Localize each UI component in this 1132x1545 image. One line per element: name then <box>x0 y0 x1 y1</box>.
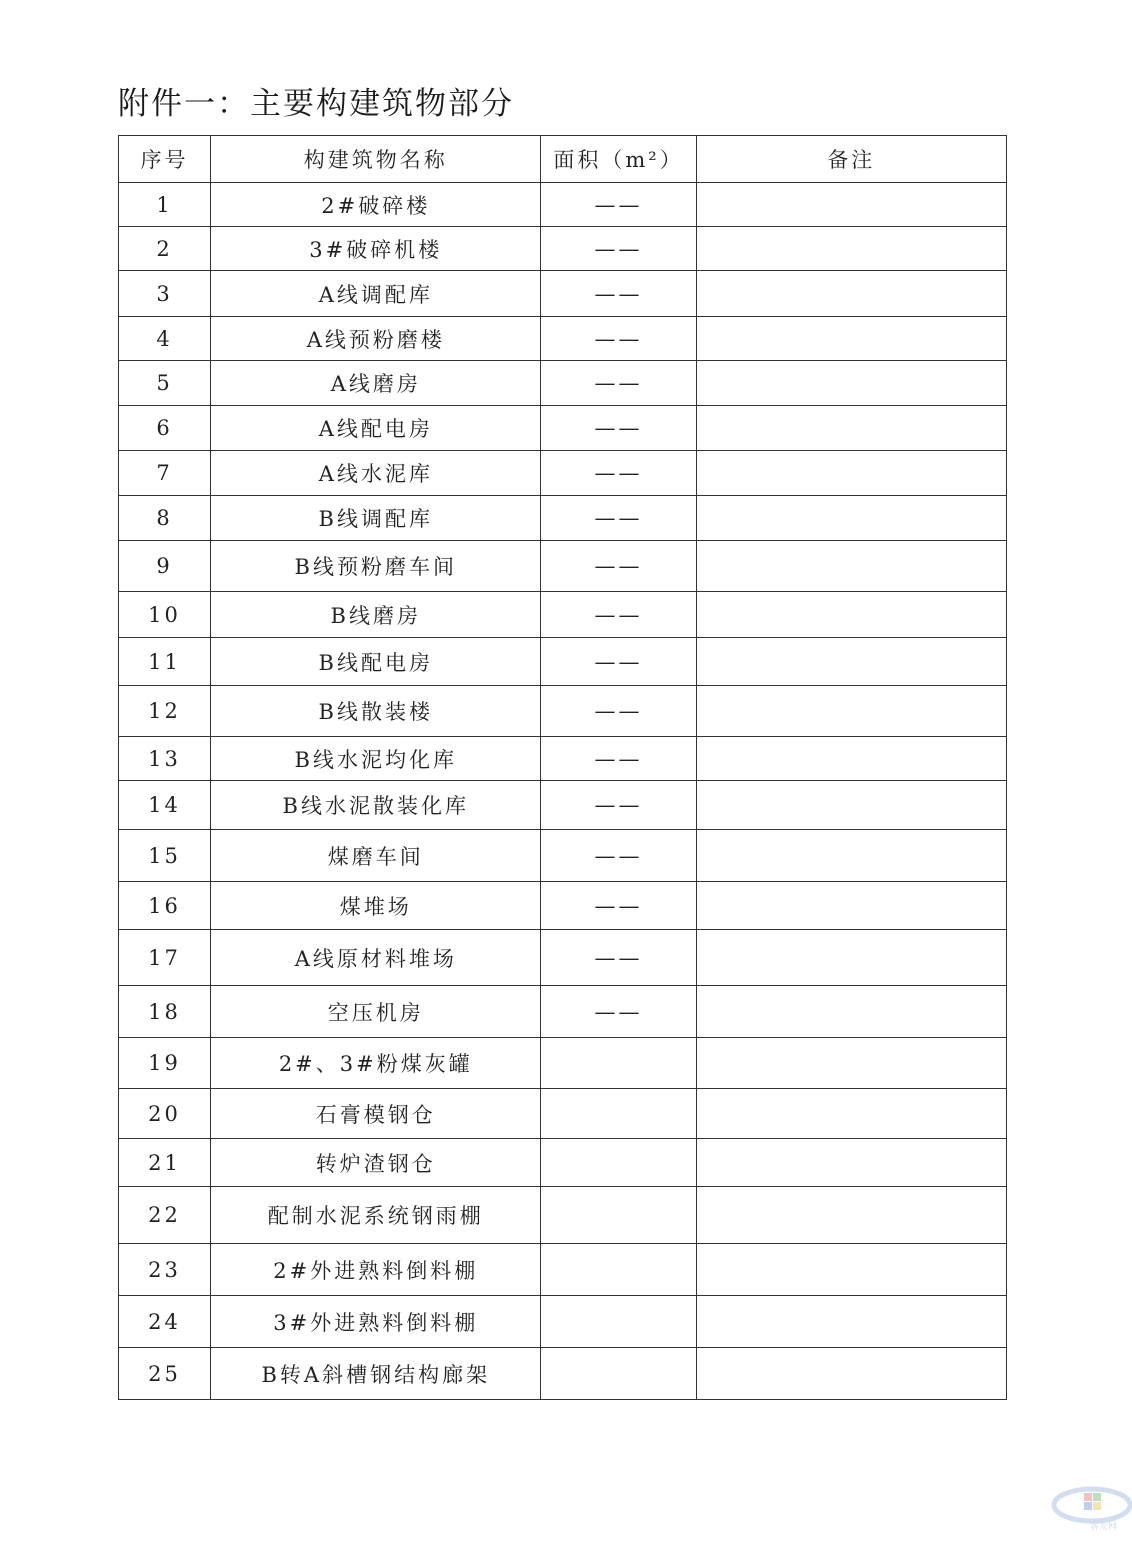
building-name-cell: B转A斜槽钢结构廊架 <box>211 1348 541 1400</box>
table-row <box>119 930 1007 986</box>
serial-number-cell: 4 <box>119 317 211 361</box>
remarks-cell <box>696 271 1006 317</box>
serial-number-cell: 21 <box>119 1139 211 1187</box>
building-name-cell: 转炉渣钢仓 <box>211 1139 541 1187</box>
building-name-cell: B线水泥均化库 <box>211 737 541 781</box>
area-cell: —— <box>541 686 696 737</box>
table-row <box>119 638 1007 686</box>
table-row <box>119 1244 1007 1296</box>
area-cell: —— <box>541 227 696 271</box>
header-building-name: 构建筑物名称 <box>211 136 541 183</box>
table-row <box>119 1296 1007 1348</box>
building-name-cell: A线调配库 <box>211 271 541 317</box>
serial-number-cell: 13 <box>119 737 211 781</box>
table-row <box>119 830 1007 882</box>
building-name-cell: 2#外进熟料倒料棚 <box>211 1244 541 1296</box>
area-cell <box>541 1348 696 1400</box>
table-row <box>119 451 1007 496</box>
table-row <box>119 737 1007 781</box>
watermark-logo <box>1040 1475 1132 1535</box>
area-cell: —— <box>541 638 696 686</box>
remarks-cell <box>696 882 1006 930</box>
building-name-cell: A线预粉磨楼 <box>211 317 541 361</box>
table-row <box>119 227 1007 271</box>
remarks-cell <box>696 1348 1006 1400</box>
remarks-cell <box>696 930 1006 986</box>
serial-number-cell: 12 <box>119 686 211 737</box>
table-row <box>119 361 1007 406</box>
remarks-cell <box>696 451 1006 496</box>
area-cell: —— <box>541 781 696 830</box>
area-cell <box>541 1089 696 1139</box>
remarks-cell <box>696 406 1006 451</box>
serial-number-cell: 2 <box>119 227 211 271</box>
table-row <box>119 271 1007 317</box>
building-name-cell: A线配电房 <box>211 406 541 451</box>
table-row <box>119 1348 1007 1400</box>
header-serial-number: 序号 <box>119 136 211 183</box>
table-header-row <box>119 136 1007 183</box>
header-area: 面积（m²） <box>541 136 696 183</box>
table-row <box>119 686 1007 737</box>
table-body <box>119 183 1007 1400</box>
buildings-table <box>118 135 1007 1400</box>
area-cell: —— <box>541 882 696 930</box>
remarks-cell <box>696 496 1006 541</box>
table-row <box>119 496 1007 541</box>
remarks-cell <box>696 592 1006 638</box>
building-name-cell: 煤堆场 <box>211 882 541 930</box>
serial-number-cell: 18 <box>119 986 211 1038</box>
area-cell: —— <box>541 183 696 227</box>
building-name-cell: 3#破碎机楼 <box>211 227 541 271</box>
page-title: 附件一：主要构建筑物部分 <box>118 86 514 122</box>
serial-number-cell: 5 <box>119 361 211 406</box>
area-cell: —— <box>541 592 696 638</box>
serial-number-cell: 8 <box>119 496 211 541</box>
serial-number-cell: 3 <box>119 271 211 317</box>
area-cell: —— <box>541 317 696 361</box>
table-row <box>119 592 1007 638</box>
serial-number-cell: 6 <box>119 406 211 451</box>
remarks-cell <box>696 541 1006 592</box>
area-cell <box>541 1187 696 1244</box>
table-row <box>119 317 1007 361</box>
remarks-cell <box>696 781 1006 830</box>
table-row <box>119 1038 1007 1089</box>
building-name-cell: B线配电房 <box>211 638 541 686</box>
serial-number-cell: 7 <box>119 451 211 496</box>
area-cell: —— <box>541 361 696 406</box>
remarks-cell <box>696 1089 1006 1139</box>
remarks-cell <box>696 361 1006 406</box>
building-name-cell: 石膏模钢仓 <box>211 1089 541 1139</box>
header-remarks: 备注 <box>696 136 1006 183</box>
area-cell: —— <box>541 737 696 781</box>
area-cell: —— <box>541 451 696 496</box>
building-name-cell: A线水泥库 <box>211 451 541 496</box>
serial-number-cell: 24 <box>119 1296 211 1348</box>
serial-number-cell: 9 <box>119 541 211 592</box>
serial-number-cell: 20 <box>119 1089 211 1139</box>
area-cell: —— <box>541 406 696 451</box>
remarks-cell <box>696 986 1006 1038</box>
table-row <box>119 781 1007 830</box>
building-name-cell: 3#外进熟料倒料棚 <box>211 1296 541 1348</box>
area-cell <box>541 1296 696 1348</box>
serial-number-cell: 23 <box>119 1244 211 1296</box>
building-name-cell: B线预粉磨车间 <box>211 541 541 592</box>
building-name-cell: B线磨房 <box>211 592 541 638</box>
serial-number-cell: 16 <box>119 882 211 930</box>
building-name-cell: 2#、3#粉煤灰罐 <box>211 1038 541 1089</box>
table-row <box>119 986 1007 1038</box>
area-cell: —— <box>541 496 696 541</box>
serial-number-cell: 25 <box>119 1348 211 1400</box>
serial-number-cell: 1 <box>119 183 211 227</box>
remarks-cell <box>696 1139 1006 1187</box>
remarks-cell <box>696 1187 1006 1244</box>
table-row <box>119 541 1007 592</box>
remarks-cell <box>696 737 1006 781</box>
table-row <box>119 406 1007 451</box>
watermark-swoosh-icon <box>1040 1475 1132 1535</box>
serial-number-cell: 22 <box>119 1187 211 1244</box>
area-cell <box>541 1038 696 1089</box>
remarks-cell <box>696 317 1006 361</box>
serial-number-cell: 10 <box>119 592 211 638</box>
remarks-cell <box>696 686 1006 737</box>
serial-number-cell: 11 <box>119 638 211 686</box>
area-cell <box>541 1244 696 1296</box>
table-row <box>119 1187 1007 1244</box>
watermark-text: 客友网 <box>1090 1522 1118 1532</box>
building-name-cell: 空压机房 <box>211 986 541 1038</box>
remarks-cell <box>696 830 1006 882</box>
table-row <box>119 1139 1007 1187</box>
remarks-cell <box>696 1038 1006 1089</box>
building-name-cell: B线水泥散装化库 <box>211 781 541 830</box>
building-name-cell: B线调配库 <box>211 496 541 541</box>
remarks-cell <box>696 1296 1006 1348</box>
building-name-cell: B线散装楼 <box>211 686 541 737</box>
remarks-cell <box>696 1244 1006 1296</box>
building-name-cell: A线原材料堆场 <box>211 930 541 986</box>
building-name-cell: A线磨房 <box>211 361 541 406</box>
serial-number-cell: 17 <box>119 930 211 986</box>
area-cell: —— <box>541 271 696 317</box>
building-name-cell: 配制水泥系统钢雨棚 <box>211 1187 541 1244</box>
remarks-cell <box>696 638 1006 686</box>
table-row <box>119 183 1007 227</box>
building-name-cell: 煤磨车间 <box>211 830 541 882</box>
area-cell: —— <box>541 930 696 986</box>
area-cell: —— <box>541 986 696 1038</box>
serial-number-cell: 15 <box>119 830 211 882</box>
area-cell <box>541 1139 696 1187</box>
serial-number-cell: 14 <box>119 781 211 830</box>
remarks-cell <box>696 227 1006 271</box>
table-row <box>119 882 1007 930</box>
area-cell: —— <box>541 541 696 592</box>
table-row <box>119 1089 1007 1139</box>
serial-number-cell: 19 <box>119 1038 211 1089</box>
remarks-cell <box>696 183 1006 227</box>
building-name-cell: 2#破碎楼 <box>211 183 541 227</box>
area-cell: —— <box>541 830 696 882</box>
